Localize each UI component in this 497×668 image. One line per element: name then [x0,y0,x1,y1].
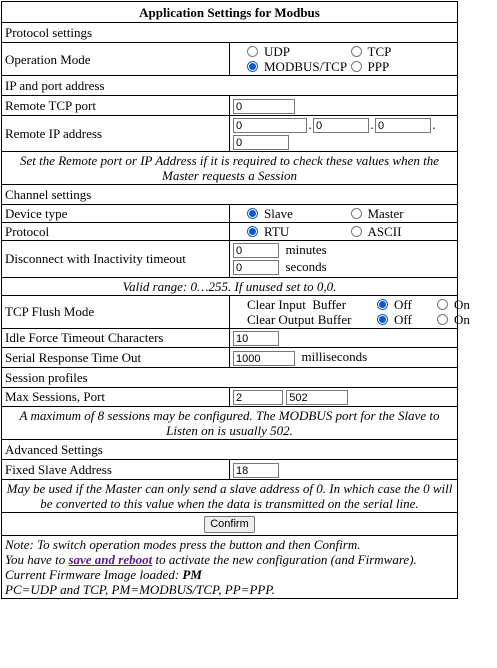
operation-mode-label: Operation Mode [2,43,230,76]
section-session-profiles: Session profiles [2,367,458,387]
idle-force-input[interactable]: 10 [233,331,279,346]
radio-ascii[interactable] [351,226,362,237]
section-ip-port: IP and port address [2,76,458,96]
footer-line-4: PC=UDP and TCP, PM=MODBUS/TCP, PP=PPP. [5,581,275,597]
inactivity-timeout-label: Disconnect with Inactivity timeout [2,240,230,277]
flush-output-label: Clear Output Buffer [247,311,352,327]
operation-mode-radio-group [233,44,454,74]
remote-ip-octet-1[interactable]: 0 [233,118,307,133]
fixed-slave-input[interactable]: 18 [233,463,279,478]
radio-flush-output-off[interactable] [377,314,388,325]
remote-ip-fields: 0 . 0 . 0 .0 [230,115,458,151]
footer-notes [2,535,458,598]
device-type-slave[interactable]: Slave [247,206,351,221]
flush-input-on[interactable]: On [437,297,497,312]
radio-flush-input-on[interactable] [437,299,448,310]
radio-tcp[interactable] [351,46,362,57]
section-advanced-settings: Advanced Settings [2,440,458,460]
section-channel-settings: Channel settings [2,184,458,204]
max-sessions-label: Max Sessions, Port [2,387,230,407]
page-title: Application Settings for Modbus [2,2,458,23]
inactivity-minutes-input[interactable]: 0 [233,243,279,258]
operation-mode-modbus-tcp[interactable]: MODBUS/TCP [247,59,351,74]
serial-response-input[interactable]: 1000 [233,351,295,366]
footer-line-1: Note: To switch operation modes press the button and then Confirm. [5,536,361,552]
remote-ip-label: Remote IP address [2,115,230,151]
flush-output-off[interactable]: Off [377,312,437,327]
operation-mode-tcp[interactable]: TCP [351,44,455,59]
radio-rtu[interactable] [247,226,258,237]
remote-ip-octet-2[interactable]: 0 [313,118,369,133]
device-type-master[interactable]: Master [351,206,455,221]
remote-ip-octet-3[interactable]: 0 [375,118,431,133]
seconds-unit: seconds [285,258,327,274]
radio-flush-input-off[interactable] [377,299,388,310]
serial-response-unit: milliseconds [301,349,368,365]
inactivity-seconds-input[interactable]: 0 [233,260,279,275]
section-protocol-settings: Protocol settings [2,23,458,43]
firmware-image-value: PM [182,566,202,582]
remote-ip-octet-4[interactable]: 0 [233,135,289,150]
protocol-label: Protocol [2,222,230,240]
operation-mode-udp[interactable]: UDP [247,44,351,59]
protocol-radio-group [233,224,454,239]
flush-input-label: Clear Input Buffer [247,296,347,312]
idle-force-label: Idle Force Timeout Characters [2,328,230,348]
remote-tcp-port-label: Remote TCP port [2,96,230,116]
radio-ppp[interactable] [351,61,362,72]
settings-table [1,1,470,599]
save-and-reboot-link[interactable]: save and reboot [68,551,153,567]
sessions-note: A maximum of 8 sessions may be configured. The MODBUS port for the Slave to Listen on is usually 502. [2,407,458,440]
max-sessions-input[interactable]: 2 [233,390,283,405]
tcp-flush-grid [233,296,470,327]
radio-master[interactable] [351,208,362,219]
device-type-radio-group [233,206,454,221]
fixed-slave-label: Fixed Slave Address [2,460,230,480]
flush-input-off[interactable]: Off [377,297,437,312]
flush-output-on[interactable]: On [437,312,497,327]
radio-modbus-tcp[interactable] [247,61,258,72]
radio-slave[interactable] [247,208,258,219]
minutes-unit: minutes [285,241,327,257]
valid-range-note: Valid range: 0…255. If unused set to 0,0. [2,277,458,295]
tcp-flush-label: TCP Flush Mode [2,295,230,328]
radio-flush-output-on[interactable] [437,314,448,325]
serial-response-label: Serial Response Time Out [2,348,230,368]
protocol-ascii[interactable]: ASCII [351,224,455,239]
confirm-button[interactable]: Confirm [204,516,255,533]
footer-line-2: You have to save and reboot to activate the new configuration (and Firmware). [5,551,417,567]
ip-port-note: Set the Remote port or IP Address if it is required to check these values when the Master requests a Session [2,151,458,184]
protocol-rtu[interactable]: RTU [247,224,351,239]
footer-line-3: Current Firmware Image loaded: PM [5,566,202,582]
operation-mode-ppp[interactable]: PPP [351,59,455,74]
device-type-label: Device type [2,204,230,222]
remote-tcp-port-input[interactable]: 0 [233,99,295,114]
confirm-row [2,512,458,535]
radio-udp[interactable] [247,46,258,57]
port-input[interactable]: 502 [286,390,348,405]
advanced-note: May be used if the Master can only send a slave address of 0. In which case the 0 will be converted to this value when the data is transmitted on the serial line. [2,479,458,512]
